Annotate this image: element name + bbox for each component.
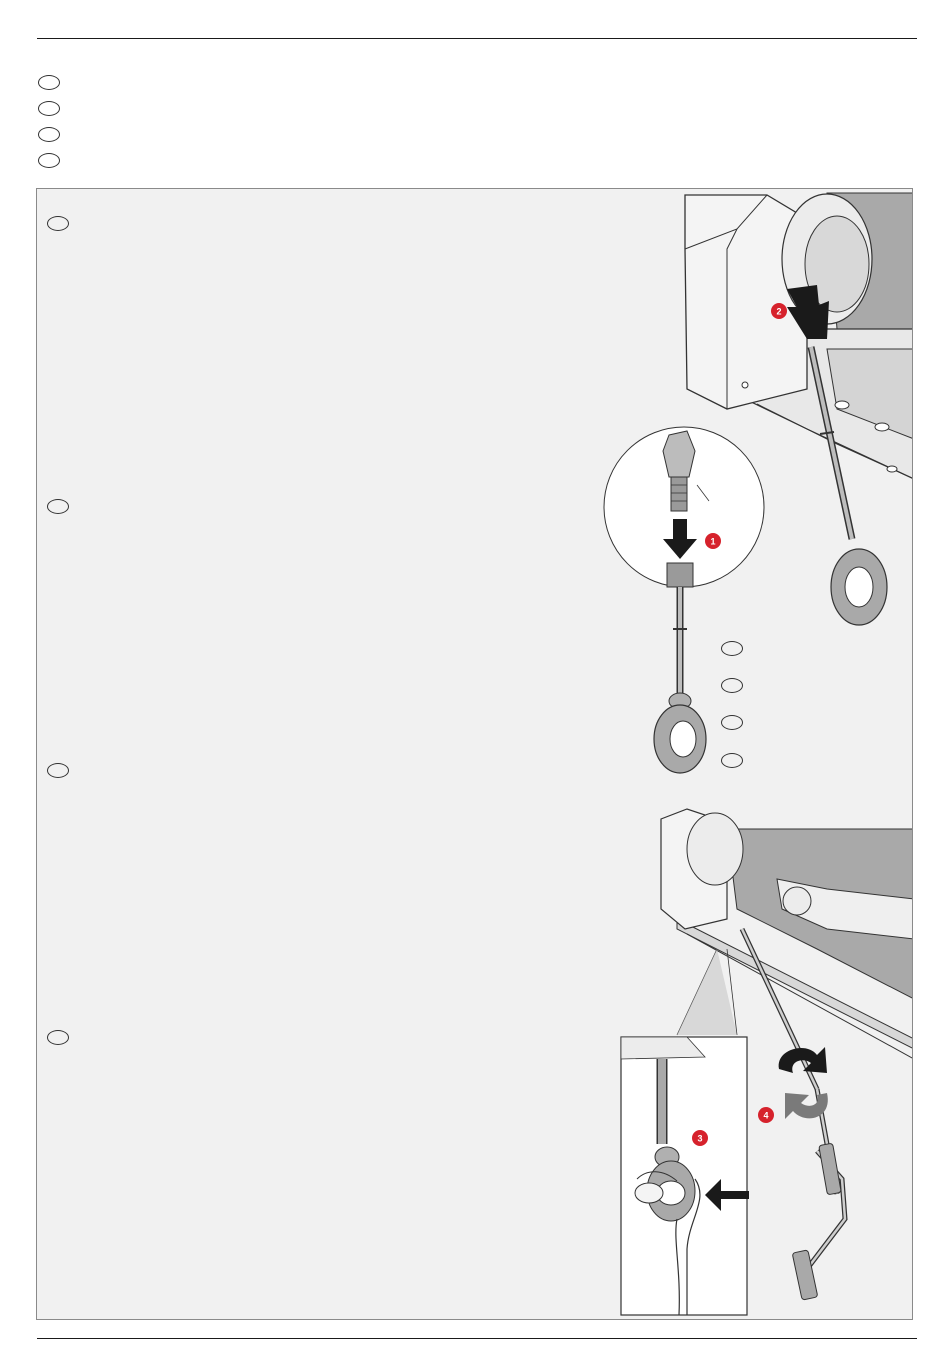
language-marker-1 [38, 75, 60, 90]
step-4-label: 4 [763, 1110, 769, 1121]
header-rule [37, 38, 917, 39]
step-1-label: 1 [710, 536, 716, 547]
footer-rule [37, 1338, 917, 1339]
rotate-clockwise-icon [779, 1047, 827, 1073]
illustration-middle-detail [604, 427, 764, 773]
language-marker-4 [38, 153, 60, 168]
language-marker-2 [38, 101, 60, 116]
assembly-illustrations [37, 189, 913, 1320]
step-3-label: 3 [697, 1133, 703, 1144]
step-2-label: 2 [776, 306, 782, 317]
language-marker-3 [38, 127, 60, 142]
instruction-panel [36, 188, 913, 1320]
illustration-detail-box [621, 1037, 749, 1315]
